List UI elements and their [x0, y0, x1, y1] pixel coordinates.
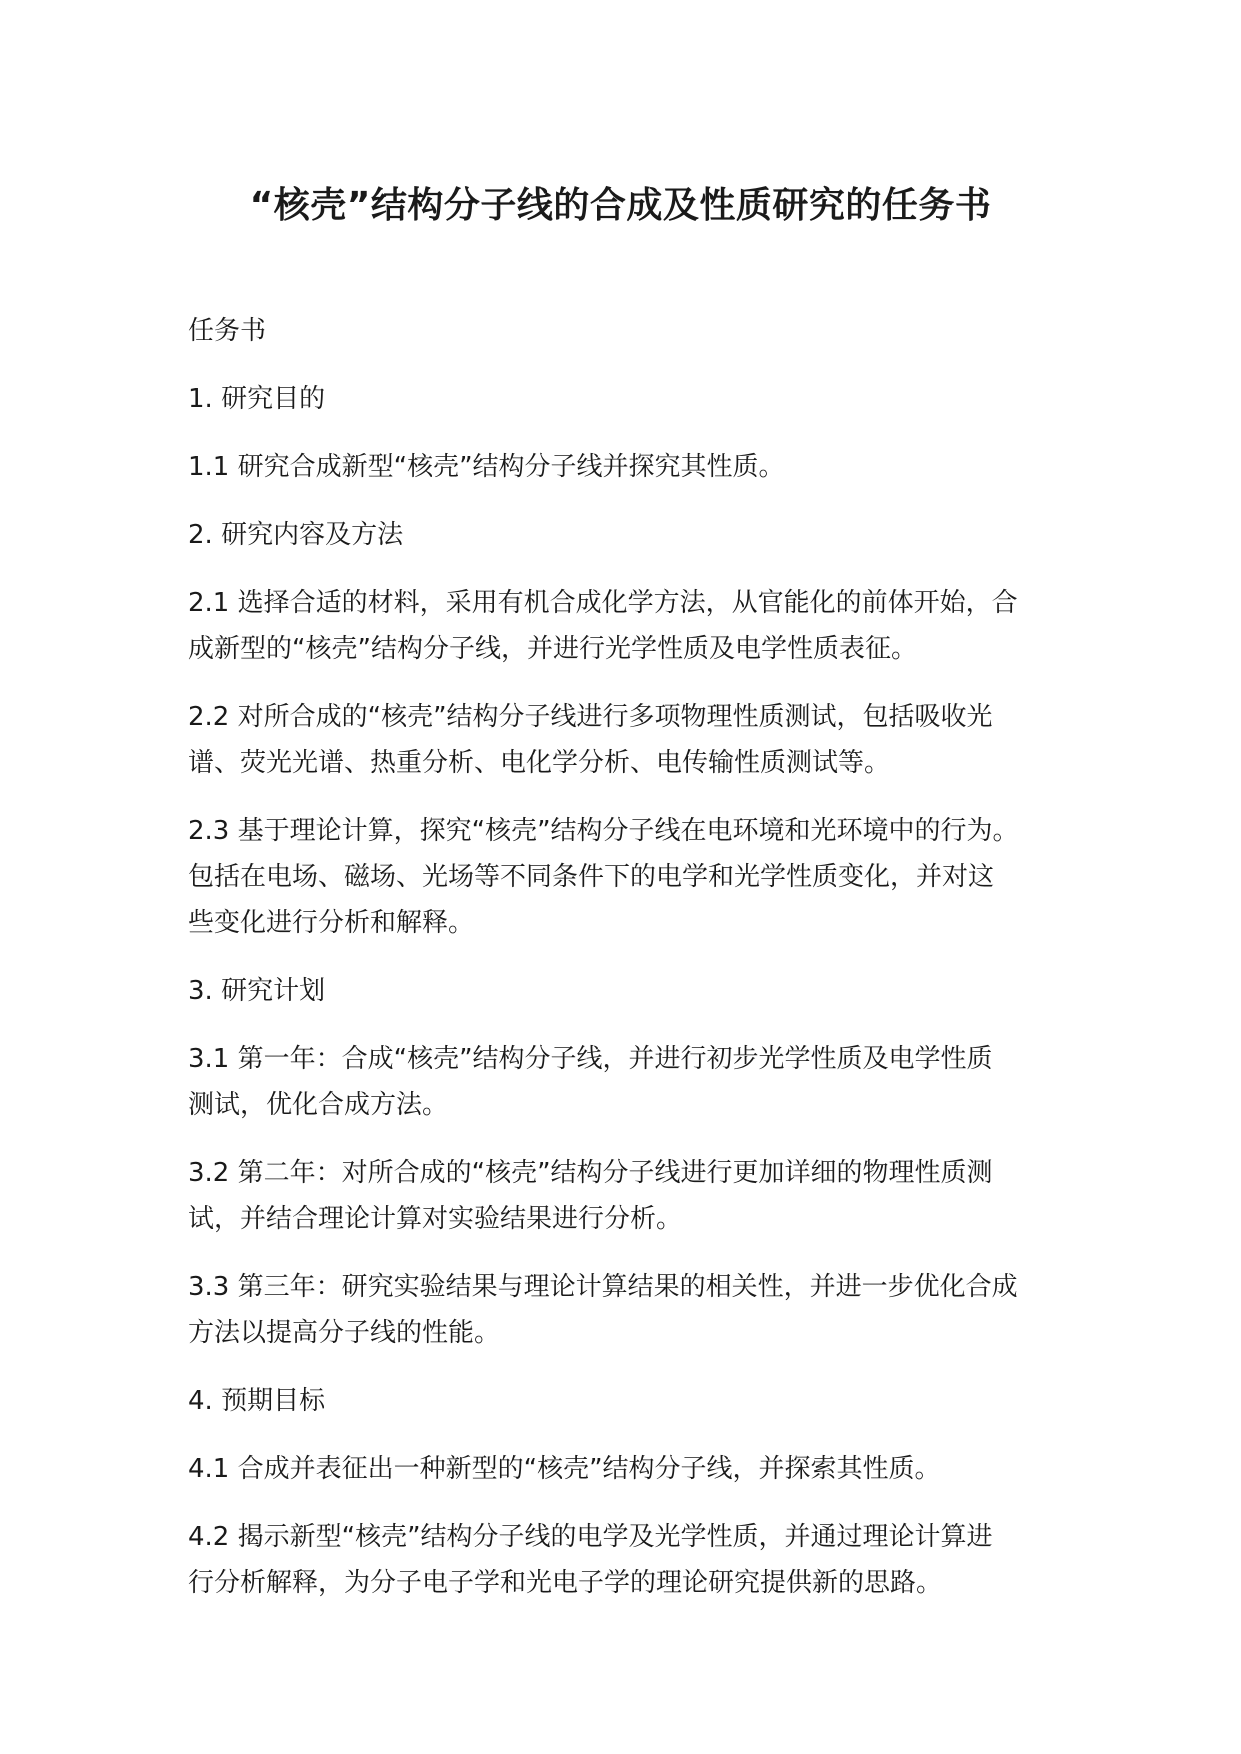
- paragraph: [188, 1514, 1053, 1606]
- paragraph-line: 包括在电场、磁场、光场等不同条件下的电学和光学性质变化，并对这: [188, 862, 995, 892]
- paragraph-line: 成新型的“核壳”结构分子线，并进行光学性质及电学性质表征。: [188, 634, 917, 664]
- paragraph-line: 3.2 第二年：对所合成的“核壳”结构分子线进行更加详细的物理性质测: [188, 1158, 993, 1188]
- paragraph-line: 谱、荧光光谱、热重分析、电化学分析、电传输性质测试等。: [188, 748, 891, 778]
- paragraph: [188, 1264, 1053, 1356]
- section-heading: [188, 968, 1053, 1014]
- paragraph: [188, 580, 1053, 672]
- paragraph-line: 4.2 揭示新型“核壳”结构分子线的电学及光学性质，并通过理论计算进: [188, 1522, 993, 1552]
- paragraph-line: 1. 研究目的: [188, 384, 326, 414]
- paragraph-line: 2. 研究内容及方法: [188, 520, 404, 550]
- paragraph: [188, 694, 1053, 786]
- paragraph-line: 些变化进行分析和解释。: [188, 908, 475, 938]
- paragraph: [188, 1036, 1053, 1128]
- paragraph-line: 3.1 第一年：合成“核壳”结构分子线，并进行初步光学性质及电学性质: [188, 1044, 993, 1074]
- paragraph-line: 任务书: [188, 316, 267, 346]
- paragraph: [188, 1446, 1053, 1492]
- paragraph: [188, 1150, 1053, 1242]
- paragraph-line: 方法以提高分子线的性能。: [188, 1318, 501, 1348]
- paragraph: [188, 808, 1053, 946]
- paragraph-line: 2.2 对所合成的“核壳”结构分子线进行多项物理性质测试，包括吸收光: [188, 702, 993, 732]
- document-body: [188, 308, 1053, 1606]
- section-heading: [188, 1378, 1053, 1424]
- section-heading: [188, 376, 1053, 422]
- paragraph-line: 测试，优化合成方法。: [188, 1090, 449, 1120]
- document-title: “核壳”结构分子线的合成及性质研究的任务书: [249, 185, 992, 226]
- section-heading: [188, 512, 1053, 558]
- paragraph: [188, 308, 1053, 354]
- paragraph-line: 2.1 选择合适的材料，采用有机合成化学方法，从官能化的前体开始，合: [188, 588, 1018, 618]
- paragraph-line: 4. 预期目标: [188, 1386, 326, 1416]
- paragraph-line: 行分析解释，为分子电子学和光电子学的理论研究提供新的思路。: [188, 1568, 943, 1598]
- paragraph-line: 试，并结合理论计算对实验结果进行分析。: [188, 1204, 683, 1234]
- paragraph: [188, 444, 1053, 490]
- paragraph-line: 3. 研究计划: [188, 976, 326, 1006]
- paragraph-line: 2.3 基于理论计算，探究“核壳”结构分子线在电环境和光环境中的行为。: [188, 816, 1019, 846]
- paragraph-line: 4.1 合成并表征出一种新型的“核壳”结构分子线，并探索其性质。: [188, 1454, 941, 1484]
- paragraph-line: 3.3 第三年：研究实验结果与理论计算结果的相关性，并进一步优化合成: [188, 1272, 1018, 1302]
- paragraph-line: 1.1 研究合成新型“核壳”结构分子线并探究其性质。: [188, 452, 785, 482]
